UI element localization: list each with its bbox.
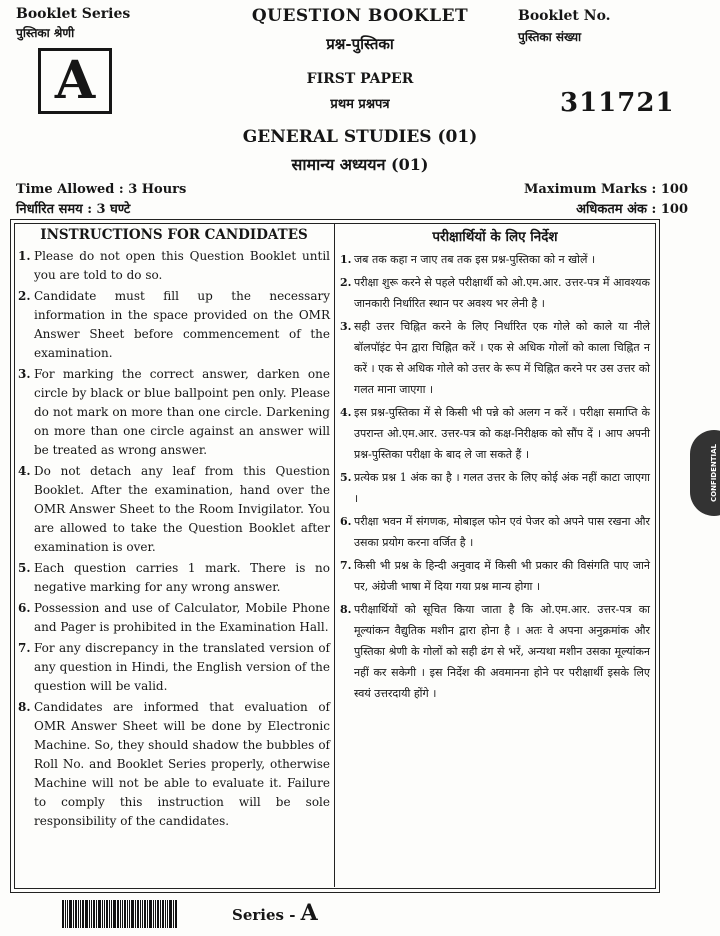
instruction-number: 3. xyxy=(18,367,31,381)
barcode-bar xyxy=(69,900,72,928)
time-allowed-block xyxy=(16,180,186,220)
instruction-item xyxy=(18,365,330,460)
subject-title-hindi: सामान्य अध्ययन (01) xyxy=(291,155,429,174)
instruction-number: 2. xyxy=(18,289,31,303)
instruction-number: 8. xyxy=(18,700,31,714)
instruction-item xyxy=(18,639,330,696)
booklet-number: 311721 xyxy=(560,88,675,118)
barcode-bar xyxy=(109,900,110,928)
barcode-bar xyxy=(162,900,164,928)
barcode-bar xyxy=(102,900,103,928)
booklet-no-block xyxy=(518,8,611,45)
booklet-title: QUESTION BOOKLET xyxy=(251,6,469,26)
barcode-bar xyxy=(98,900,101,928)
instruction-item xyxy=(340,316,650,400)
barcode xyxy=(62,900,202,928)
instructions-hindi-list xyxy=(340,249,650,704)
column-divider xyxy=(334,223,335,887)
barcode-bar xyxy=(93,900,95,928)
barcode-bar xyxy=(167,900,168,928)
barcode-bar xyxy=(153,900,154,928)
instruction-text: किसी भी प्रश्न के हिन्दी अनुवाद में किसी भी प्रकार की विसंगति पाए जाने पर, अंग्रेजी भाषा में दिया गया प्रश्न मान्य होगा । xyxy=(354,559,650,593)
instruction-text: Candidates are informed that evaluation of OMR Answer Sheet will be done by Electronic Machine. So, they should shadow the bubbles of Roll No. and Booklet Series properly, otherwise Machine will not be able to evaluate it. Failure to comply this instruction will be sole responsibility of the candidates. xyxy=(34,700,330,828)
instruction-item xyxy=(340,511,650,553)
barcode-bar xyxy=(120,900,121,928)
instruction-number: 6. xyxy=(18,601,31,615)
time-allowed-hindi: निर्धारित समय : 3 घण्टे xyxy=(16,202,131,217)
instruction-number: 7. xyxy=(340,559,352,572)
instruction-text: प्रत्येक प्रश्न 1 अंक का है । गलत उत्तर के लिए कोई अंक नहीं काटा जाएगा । xyxy=(354,471,650,505)
instruction-item xyxy=(18,287,330,363)
barcode-bar xyxy=(149,900,152,928)
max-marks: Maximum Marks : 100 xyxy=(524,182,688,197)
series-footer-letter: A xyxy=(300,900,318,926)
instructions-english-title: INSTRUCTIONS FOR CANDIDATES xyxy=(40,227,308,243)
instruction-number: 5. xyxy=(18,561,31,575)
instruction-text: Possession and use of Calculator, Mobile Phone and Pager is prohibited in the Examination Hall. xyxy=(34,601,330,634)
barcode-bar xyxy=(155,900,156,928)
instructions-hindi xyxy=(340,227,650,706)
barcode-bar xyxy=(165,900,166,928)
barcode-bar xyxy=(160,900,161,928)
barcode-bar xyxy=(124,900,126,928)
instruction-item xyxy=(18,247,330,285)
instruction-item xyxy=(18,599,330,637)
barcode-bar xyxy=(75,900,77,928)
instructions-english xyxy=(18,227,330,833)
barcode-bar xyxy=(173,900,174,928)
confidential-seal xyxy=(690,430,720,516)
barcode-bar xyxy=(122,900,123,928)
instruction-number: 8. xyxy=(340,603,352,616)
instruction-text: Candidate must fill up the necessary information in the space provided on the OMR Answer Sheet before commencement of the examination. xyxy=(34,289,330,360)
barcode-bar xyxy=(142,900,143,928)
instruction-item xyxy=(18,698,330,831)
instruction-text: सही उत्तर चिह्नित करने के लिए निर्धारित एक गोले को काले या नीले बॉलपॉइंट पेन द्वारा चिह्नित करें । एक से अधिक गोलों को काला चिह्नित न करें । एक से अधिक गोले को उत्तर के रूप में चिह्नित करने पर उस उत्तर को गलत माना जाएगा । xyxy=(354,320,650,396)
instruction-number: 7. xyxy=(18,641,31,655)
barcode-bar xyxy=(65,900,66,928)
barcode-bar xyxy=(62,900,64,928)
instruction-item xyxy=(18,559,330,597)
barcode-bar xyxy=(135,900,136,928)
instruction-text: इस प्रश्न-पुस्तिका में से किसी भी पन्ने को अलग न करें । परीक्षा समाप्ति के उपरान्त ओ.एम.आर. उत्तर-पत्र को कक्ष-निरीक्षक को सौंप दें । आप अपनी प्रश्न-पुस्तिका परीक्षा के बाद ले जा सकते हैं । xyxy=(354,406,650,461)
barcode-bar xyxy=(140,900,141,928)
barcode-bar xyxy=(113,900,116,928)
barcode-bar xyxy=(144,900,146,928)
instructions-english-list xyxy=(18,247,330,831)
barcode-bar xyxy=(175,900,177,928)
series-footer xyxy=(232,900,318,926)
paper-name-hindi: प्रथम प्रश्नपत्र xyxy=(330,97,390,112)
barcode-bar xyxy=(106,900,108,928)
instruction-item xyxy=(18,462,330,557)
barcode-bar xyxy=(67,900,68,928)
instruction-number: 2. xyxy=(340,276,352,289)
barcode-bar xyxy=(96,900,97,928)
instruction-number: 1. xyxy=(340,253,352,266)
instruction-item xyxy=(340,249,650,270)
barcode-bar xyxy=(131,900,134,928)
booklet-series-label-hindi: पुस्तिका श्रेणी xyxy=(16,26,75,40)
barcode-bar xyxy=(147,900,148,928)
instruction-item xyxy=(340,402,650,465)
series-letter: A xyxy=(54,50,96,111)
subject-title: GENERAL STUDIES (01) xyxy=(242,127,478,147)
paper-name: FIRST PAPER xyxy=(306,71,414,87)
instruction-number: 4. xyxy=(18,464,31,478)
instruction-number: 1. xyxy=(18,249,31,263)
instruction-text: Each question carries 1 mark. There is no negative marking for any wrong answer. xyxy=(34,561,330,594)
instruction-number: 5. xyxy=(340,471,352,484)
barcode-bar xyxy=(117,900,119,928)
barcode-bar xyxy=(89,900,90,928)
instruction-text: परीक्षा भवन में संगणक, मोबाइल फोन एवं पेजर को अपने पास रखना और उसका प्रयोग करना वर्जित है । xyxy=(354,515,650,549)
instruction-number: 3. xyxy=(340,320,352,333)
booklet-no-label-hindi: पुस्तिका संख्या xyxy=(518,30,582,44)
max-marks-hindi: अधिकतम अंक : 100 xyxy=(576,202,688,217)
instruction-number: 6. xyxy=(340,515,352,528)
instruction-item xyxy=(340,272,650,314)
barcode-bar xyxy=(111,900,112,928)
barcode-bar xyxy=(82,900,84,928)
instruction-text: Do not detach any leaf from this Question Booklet. After the examination, hand over the OMR Answer Sheet to the Room Invigilator. You are allowed to take the Question Booklet after examination is over. xyxy=(34,464,330,554)
barcode-bar xyxy=(85,900,88,928)
series-footer-label: Series - xyxy=(232,906,296,924)
instruction-text: परीक्षार्थियों को सूचित किया जाता है कि ओ.एम.आर. उत्तर-पत्र का मूल्यांकन वैद्युतिक मशीन द्वारा होना है । अतः वे अपना अनुक्रमांक और पुस्तिका श्रेणी के गोलों को सही ढंग से भरें, अन्यथा मशीन उसका मूल्यांकन नहीं कर सकेगी । इस निर्देश की अवमानना होने पर परीक्षार्थी इसके लिए स्वयं उत्तरदायी होंगे । xyxy=(354,603,650,700)
booklet-series-label: Booklet Series xyxy=(16,6,131,22)
max-marks-block xyxy=(524,180,688,220)
barcode-bar xyxy=(157,900,159,928)
booklet-title-hindi: प्रश्न-पुस्तिका xyxy=(326,35,394,53)
instruction-text: For marking the correct answer, darken one circle by black or blue ballpoint pen only. Please do not mark on more than one circle. Darkening on more than one circle against an answer will be treated as wrong answer. xyxy=(34,367,330,457)
barcode-bar xyxy=(73,900,74,928)
instruction-item xyxy=(340,555,650,597)
instruction-item xyxy=(340,599,650,704)
time-allowed: Time Allowed : 3 Hours xyxy=(16,182,187,197)
instruction-number: 4. xyxy=(340,406,352,419)
instruction-item xyxy=(340,467,650,509)
instruction-text: For any discrepancy in the translated version of any question in Hindi, the English version of the question will be valid. xyxy=(34,641,330,693)
barcode-bar xyxy=(78,900,79,928)
barcode-bar xyxy=(104,900,105,928)
instruction-text: Please do not open this Question Booklet until you are told to do so. xyxy=(34,249,330,282)
barcode-bar xyxy=(169,900,172,928)
instructions-hindi-title: परीक्षार्थियों के लिए निर्देश xyxy=(432,229,558,245)
barcode-bar xyxy=(129,900,130,928)
barcode-bar xyxy=(137,900,139,928)
confidential-seal-text: CONFIDENTIAL xyxy=(710,443,719,503)
booklet-no-label: Booklet No. xyxy=(518,8,611,24)
instruction-text: परीक्षा शुरू करने से पहले परीक्षार्थी को ओ.एम.आर. उत्तर-पत्र में आवश्यक जानकारी निर्धारित स्थान पर अवश्य भर लेनी है । xyxy=(354,276,650,310)
barcode-bar xyxy=(127,900,128,928)
barcode-bar xyxy=(91,900,92,928)
barcode-bar xyxy=(80,900,81,928)
instruction-text: जब तक कहा न जाए तब तक इस प्रश्न-पुस्तिका को न खोलें । xyxy=(354,253,596,266)
